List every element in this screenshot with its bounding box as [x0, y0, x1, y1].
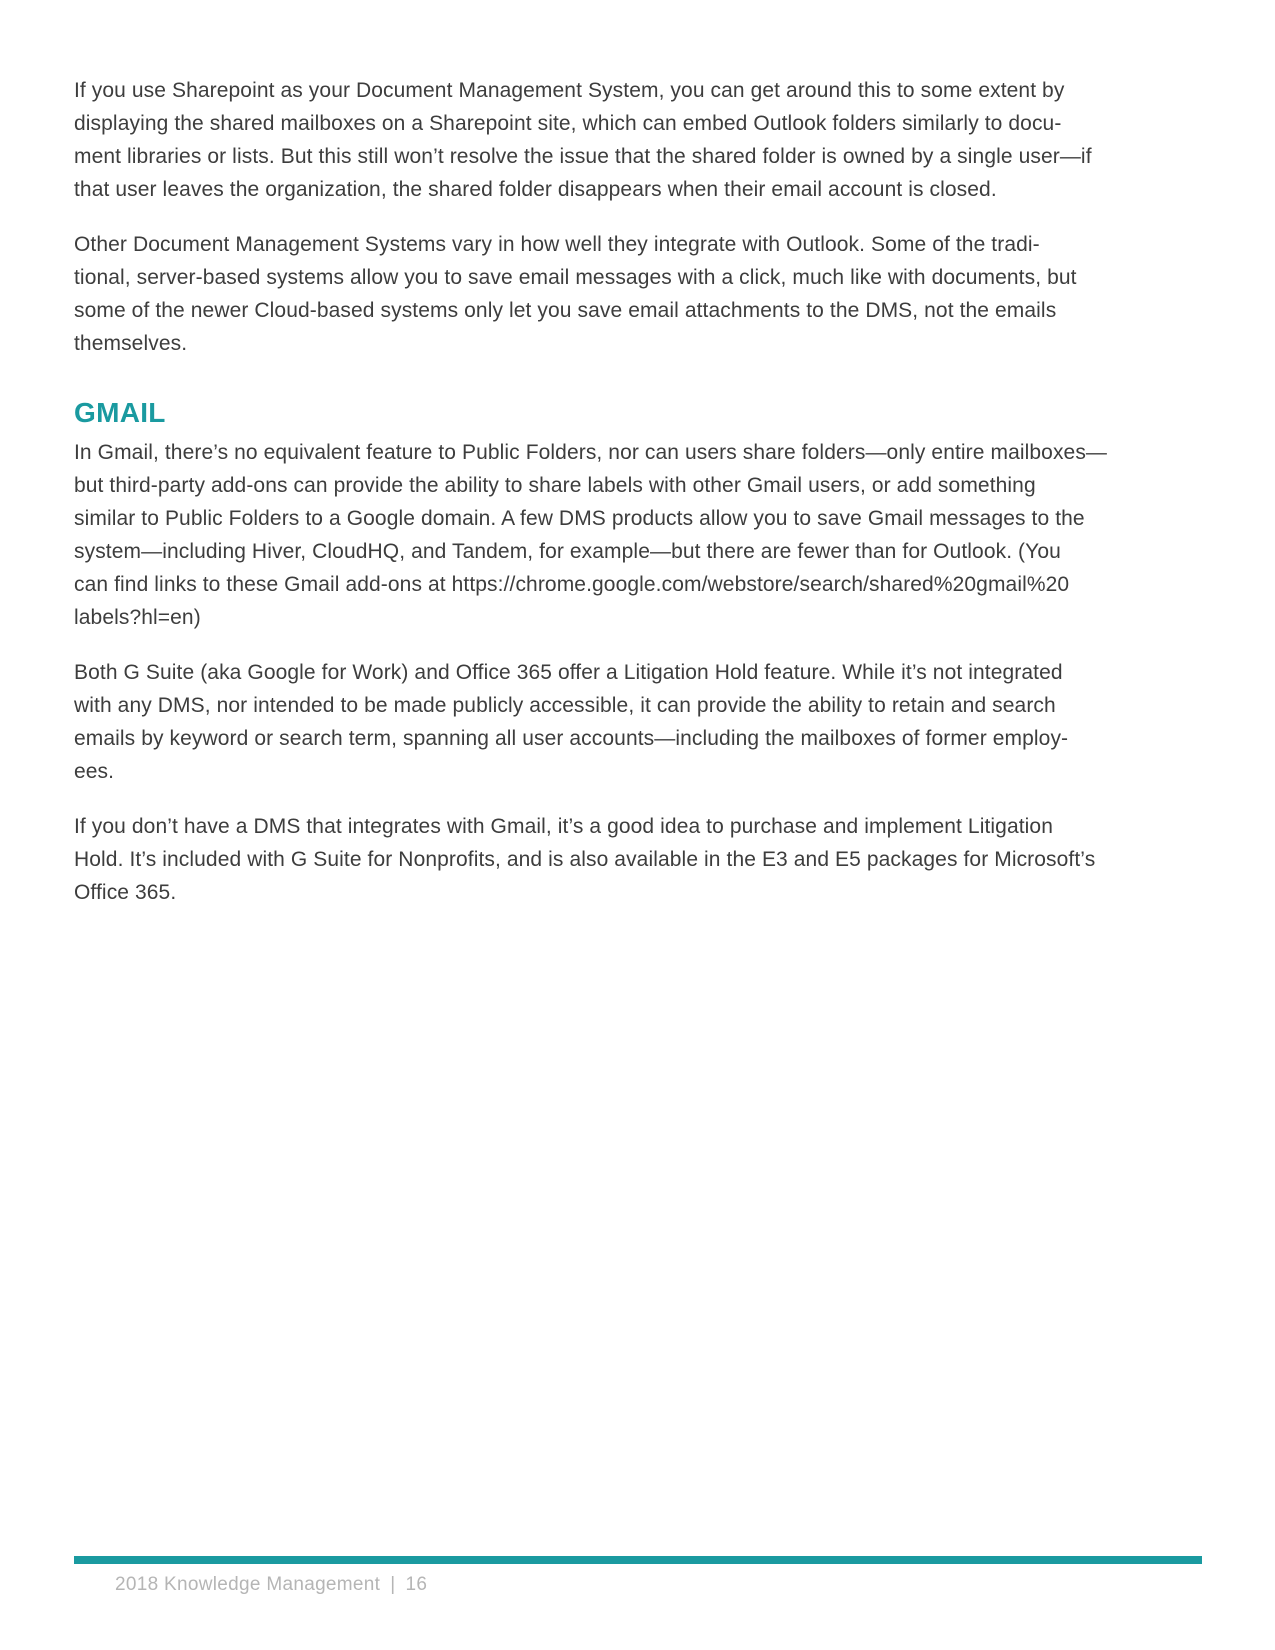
text-line: system—including Hiver, CloudHQ, and Tandem, for example—but there are fewer than for Outlook. (You	[74, 540, 1061, 563]
footer-separator: |	[390, 1574, 396, 1595]
page-content	[74, 74, 1204, 931]
text-line: Other Document Management Systems vary in how well they integrate with Outlook. Some of the tradi-	[74, 233, 1040, 256]
text-line: emails by keyword or search term, spanning all user accounts—including the mailboxes of former employ-	[74, 727, 1069, 750]
text-line: with any DMS, nor intended to be made publicly accessible, it can provide the ability to retain and search	[74, 694, 1056, 717]
text-line: but third-party add-ons can provide the ability to share labels with other Gmail users, or add something	[74, 474, 1036, 497]
text-line: Both G Suite (aka Google for Work) and Office 365 offer a Litigation Hold feature. While it’s not integrated	[74, 661, 1063, 684]
footer-title: 2018 Knowledge Management	[115, 1574, 381, 1595]
footer-divider	[74, 1556, 1202, 1564]
paragraph-sharepoint	[74, 74, 1204, 206]
text-line: Hold. It’s included with G Suite for Nonprofits, and is also available in the E3 and E5 packages for Microsoft’s	[74, 848, 1096, 871]
text-line: displaying the shared mailboxes on a Sharepoint site, which can embed Outlook folders similarly to docu-	[74, 112, 1062, 135]
text-line: In Gmail, there’s no equivalent feature to Public Folders, nor can users share folders—only entire mailboxes—	[74, 441, 1108, 464]
paragraph-other-dms	[74, 228, 1204, 360]
text-line: ment libraries or lists. But this still won’t resolve the issue that the shared folder is owned by a single user—if	[74, 145, 1092, 168]
text-line: can find links to these Gmail add-ons at https://chrome.google.com/webstore/search/shared%20gmail%20	[74, 573, 1070, 596]
text-line: some of the newer Cloud-based systems only let you save email attachments to the DMS, not the emails	[74, 299, 1057, 322]
text-line: ees.	[74, 760, 115, 783]
text-line: If you use Sharepoint as your Document Management System, you can get around this to some extent by	[74, 79, 1065, 102]
page-footer	[115, 1572, 427, 1598]
text-line: labels?hl=en)	[74, 606, 201, 629]
paragraph-recommendation	[74, 810, 1204, 909]
page-number: 16	[405, 1574, 428, 1595]
text-line: similar to Public Folders to a Google domain. A few DMS products allow you to save Gmail messages to the	[74, 507, 1085, 530]
text-line: themselves.	[74, 332, 188, 355]
text-line: Office 365.	[74, 881, 177, 904]
section-heading-gmail: GMAIL	[74, 397, 166, 428]
paragraph-litigation-hold	[74, 656, 1204, 788]
paragraph-gmail-public-folders	[74, 436, 1204, 634]
text-line: that user leaves the organization, the shared folder disappears when their email account is closed.	[74, 178, 997, 201]
text-line: If you don’t have a DMS that integrates with Gmail, it’s a good idea to purchase and implement Litigation	[74, 815, 1053, 838]
text-line: tional, server-based systems allow you to save email messages with a click, much like with documents, but	[74, 266, 1077, 289]
